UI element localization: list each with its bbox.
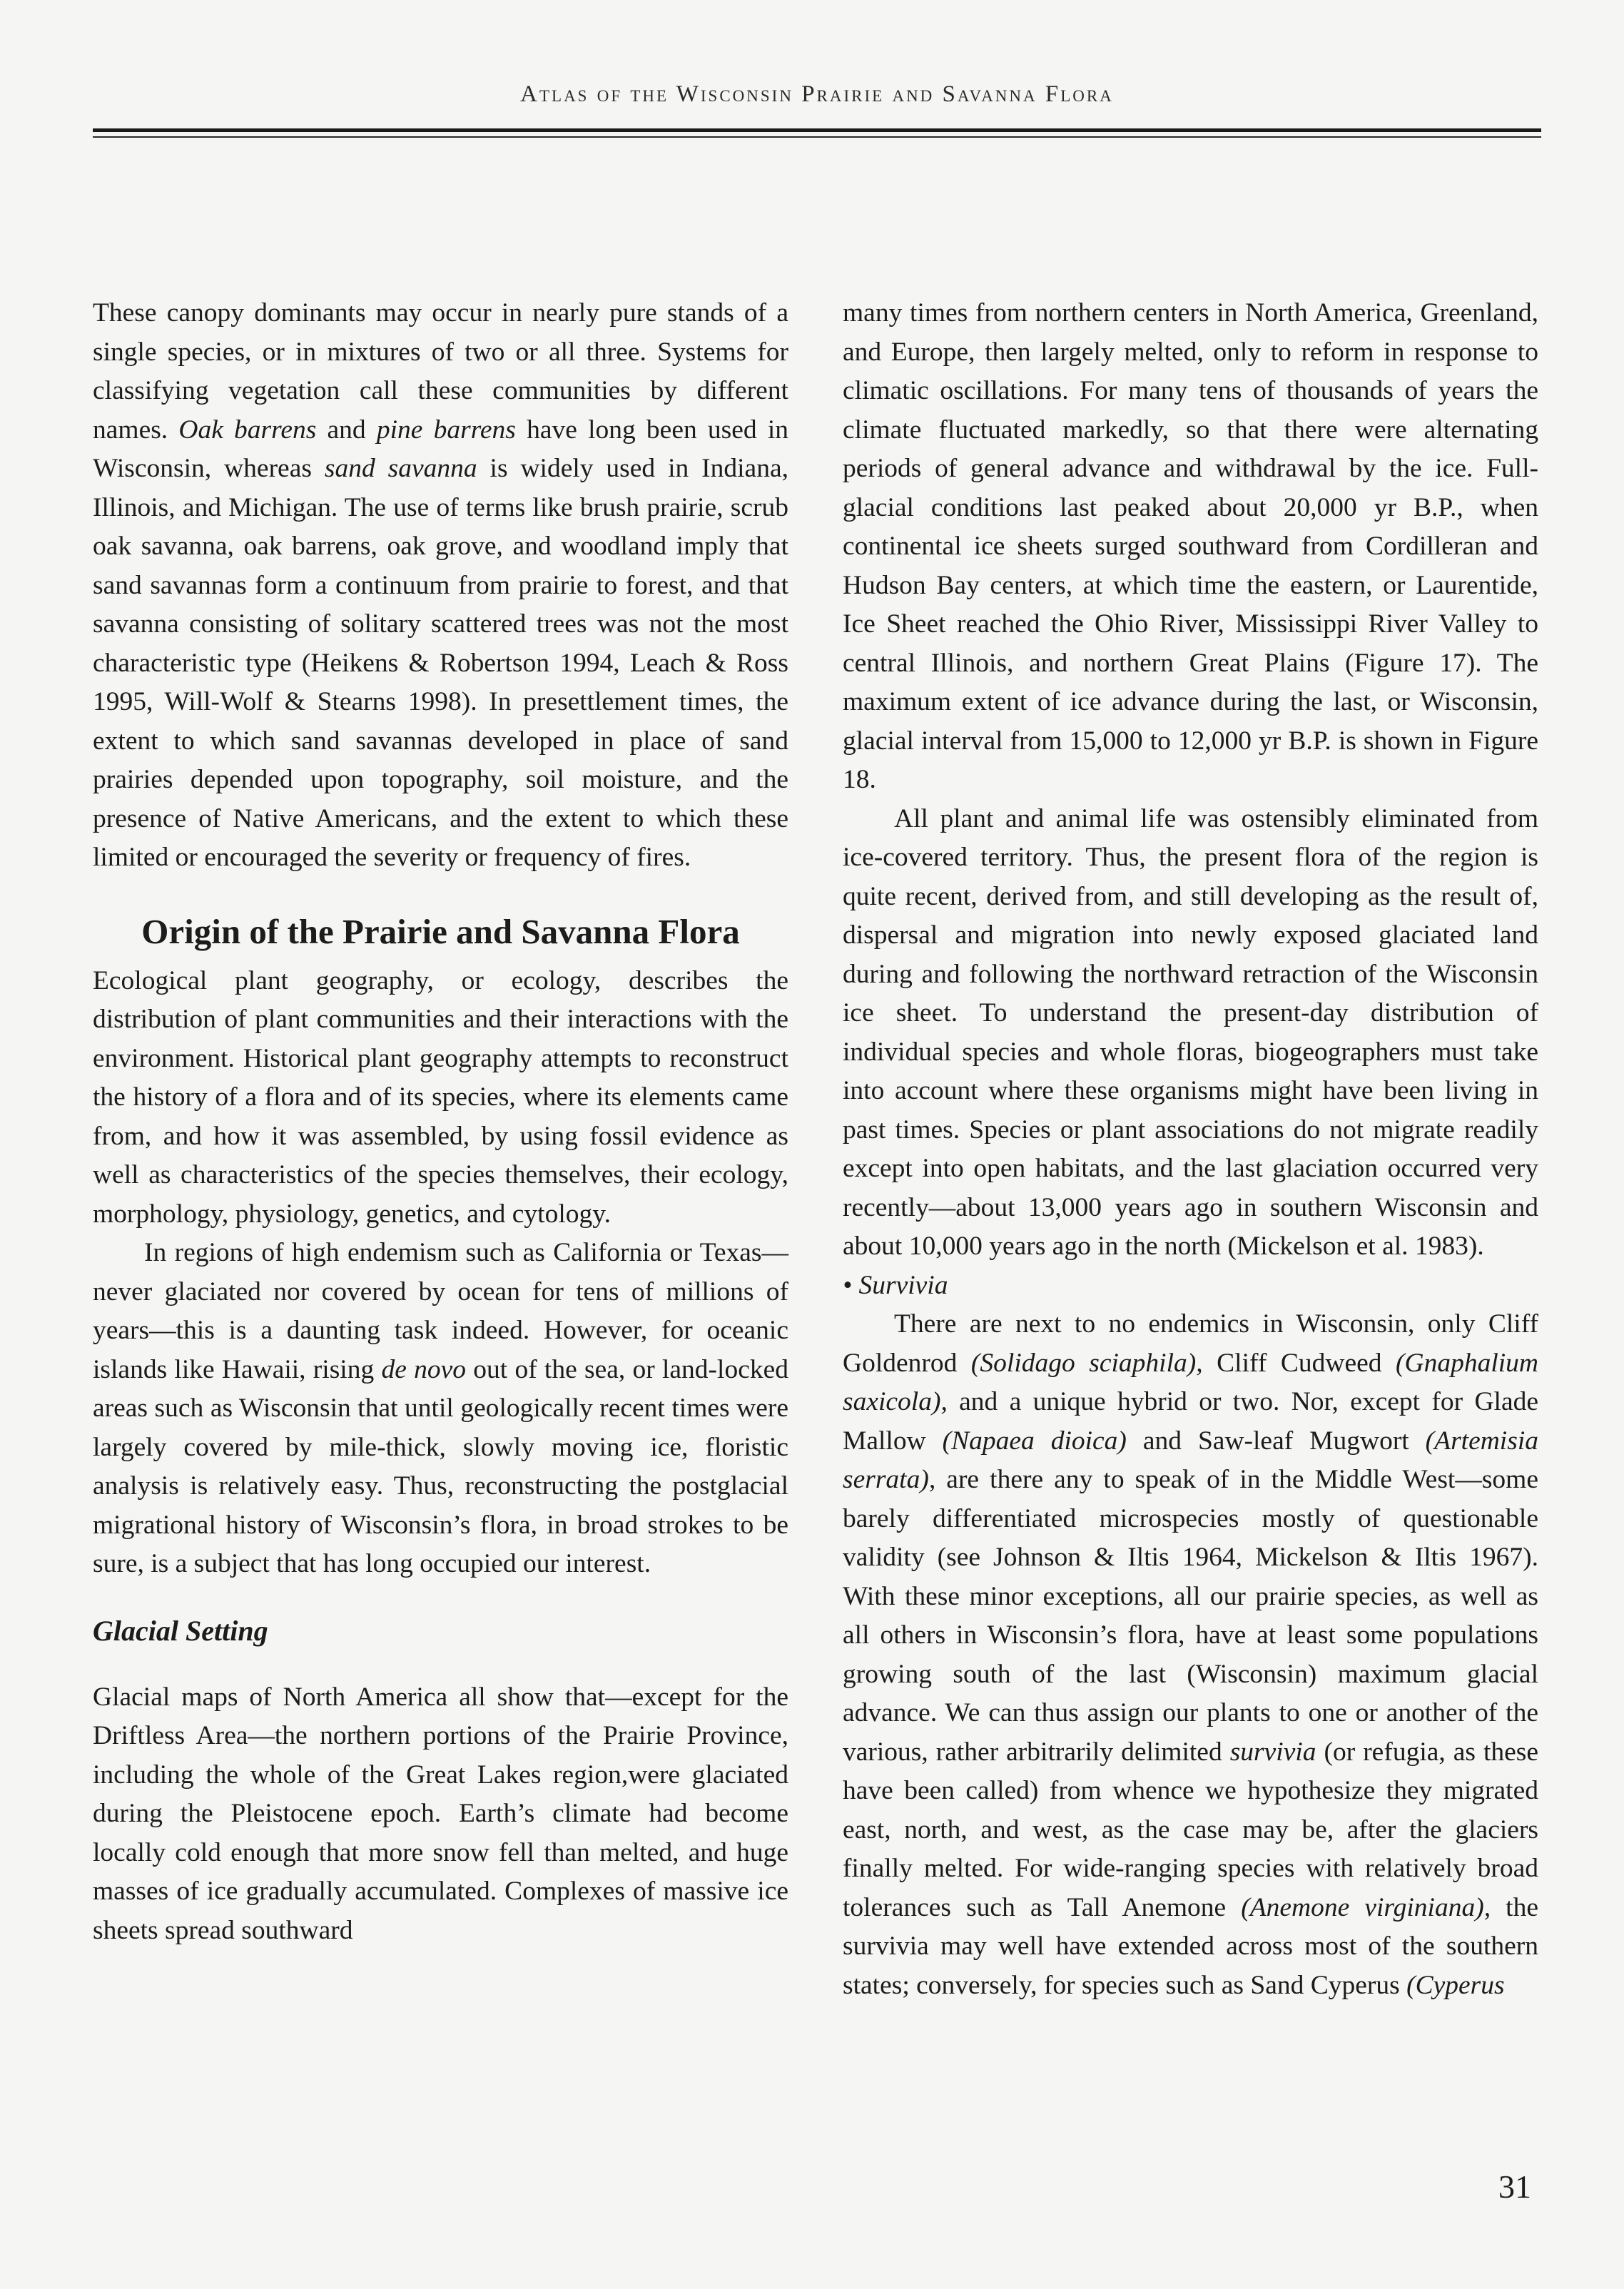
bullet-heading-survivia: • Survivia	[843, 1270, 948, 1300]
left-column	[93, 294, 788, 1950]
right-column	[843, 294, 1538, 2005]
header-rule-thin	[93, 136, 1541, 138]
paragraph-glacial-maps: Glacial maps of North America all show that—except for the Driftless Area—the northern portions of the Prairie Province, including the whole of the Great Lakes region,were glaciated during the Pleistocene epoch. Earth’s climate had become locally cold enough that more snow fell than melted, and huge masses of ice gradually accumulated. Complexes of massive ice sheets spread southward	[93, 1682, 788, 1945]
paragraph-ice-oscillations: many times from northern centers in North America, Greenland, and Europe, then largely melted, only to reform in response to climatic oscillations. For many tens of thousands of years the climate fluctuated markedly, so that there were alternating periods of general advance and withdrawal by the ice. Full-glacial conditions last peaked about 20,000 yr B.P., when continental ice sheets surged southward from Cordilleran and Hudson Bay centers, at which time the eastern, or Laurentide, Ice Sheet reached the Ohio River, Mississippi River Valley to central Illinois, and northern Great Plains (Figure 17). The maximum extent of ice advance during the last, or Wisconsin, glacial interval from 15,000 to 12,000 yr B.P. is shown in Figure 18.	[843, 298, 1538, 794]
paragraph-plant-life-eliminated: All plant and animal life was ostensibly eliminated from ice-covered territory. Thus, the present flora of the region is quite recent, derived from, and still developing as the result of, dispersal and migration into newly exposed glaciated land during and following the northward retraction of the Wisconsin ice sheet. To understand the present-day distribution of individual species and whole floras, biogeographers must take into account where these organisms might have been living in past times. Species or plant associations do not migrate readily except into open habitats, and the last glaciation occurred very recently—about 13,000 years ago in southern Wisconsin and about 10,000 years ago in the north (Mickelson et al. 1983).	[843, 803, 1538, 1261]
subsection-heading: Glacial Setting	[93, 1614, 268, 1647]
section-heading: Origin of the Prairie and Savanna Flora	[141, 911, 740, 951]
paragraph-canopy-dominants: These canopy dominants may occur in nearly pure stands of a single species, or in mixtures of two or all three. Systems for classifying vegetation call these communities by different names. Oak barrens and pine barrens have long been used in Wisconsin, whereas sand savanna is widely used in Indiana, Illinois, and Michigan. The use of terms like brush prairie, scrub oak savanna, oak barrens, oak grove, and woodland imply that sand savannas form a continuum from prairie to forest, and that savanna consisting of solitary scattered trees was not the most characteristic type (Heikens & Robertson 1994, Leach & Ross 1995, Will-Wolf & Stearns 1998). In presettlement times, the extent to which sand savannas developed in place of sand prairies depended upon topography, soil moisture, and the presence of Native Americans, and the extent to which these limited or encouraged the severity or frequency of fires.	[93, 298, 788, 872]
running-header: Atlas of the Wisconsin Prairie and Savanna Flora	[520, 81, 1114, 107]
header-rule-thick	[93, 128, 1541, 132]
page-number: 31	[1498, 2168, 1531, 2205]
paragraph-ecological-geography: Ecological plant geography, or ecology, describes the distribution of plant communities and their interactions with the environment. Historical plant geography attempts to reconstruct the history of a flora and of its species, where its elements came from, and how it was assembled, by using fossil evidence as well as characteristics of the species themselves, their ecology, morphology, physiology, genetics, and cytology.	[93, 965, 788, 1229]
paragraph-endemism: In regions of high endemism such as California or Texas—never glaciated nor covered by ocean for tens of millions of years—this is a daunting task indeed. However, for oceanic islands like Hawaii, rising de novo out of the sea, or land-locked areas such as Wisconsin that until geologically recent times were largely covered by mile-thick, slowly moving ice, floristic analysis is relatively easy. Thus, reconstructing the postglacial migrational history of Wisconsin’s flora, in broad strokes to be sure, is a subject that has long occupied our interest.	[93, 1238, 788, 1578]
paragraph-endemics: There are next to no endemics in Wisconsin, only Cliff Goldenrod (Solidago sciaphila), Cliff Cudweed (Gnaphalium saxicola), and a unique hybrid or two. Nor, except for Glade Mallow (Napaea dioica) and Saw-leaf Mugwort (Artemisia serrata), are there any to speak of in the Middle West—some barely differentiated microspecies mostly of questionable validity (see Johnson & Iltis 1964, Mickelson & Iltis 1967). With these minor exceptions, all our prairie species, as well as all others in Wisconsin’s flora, have at least some populations growing south of the last (Wisconsin) maximum glacial advance. We can thus assign our plants to one or another of the various, rather arbitrarily delimited survivia (or refugia, as these have been called) from whence we hypothesize they migrated east, north, and west, as the case may be, after the glaciers finally melted. For wide-ranging species with relatively broad tolerances such as Tall Anemone (Anemone virginiana), the survivia may well have extended across most of the southern states; conversely, for species such as Sand Cyperus (Cyperus	[843, 1309, 1539, 2000]
